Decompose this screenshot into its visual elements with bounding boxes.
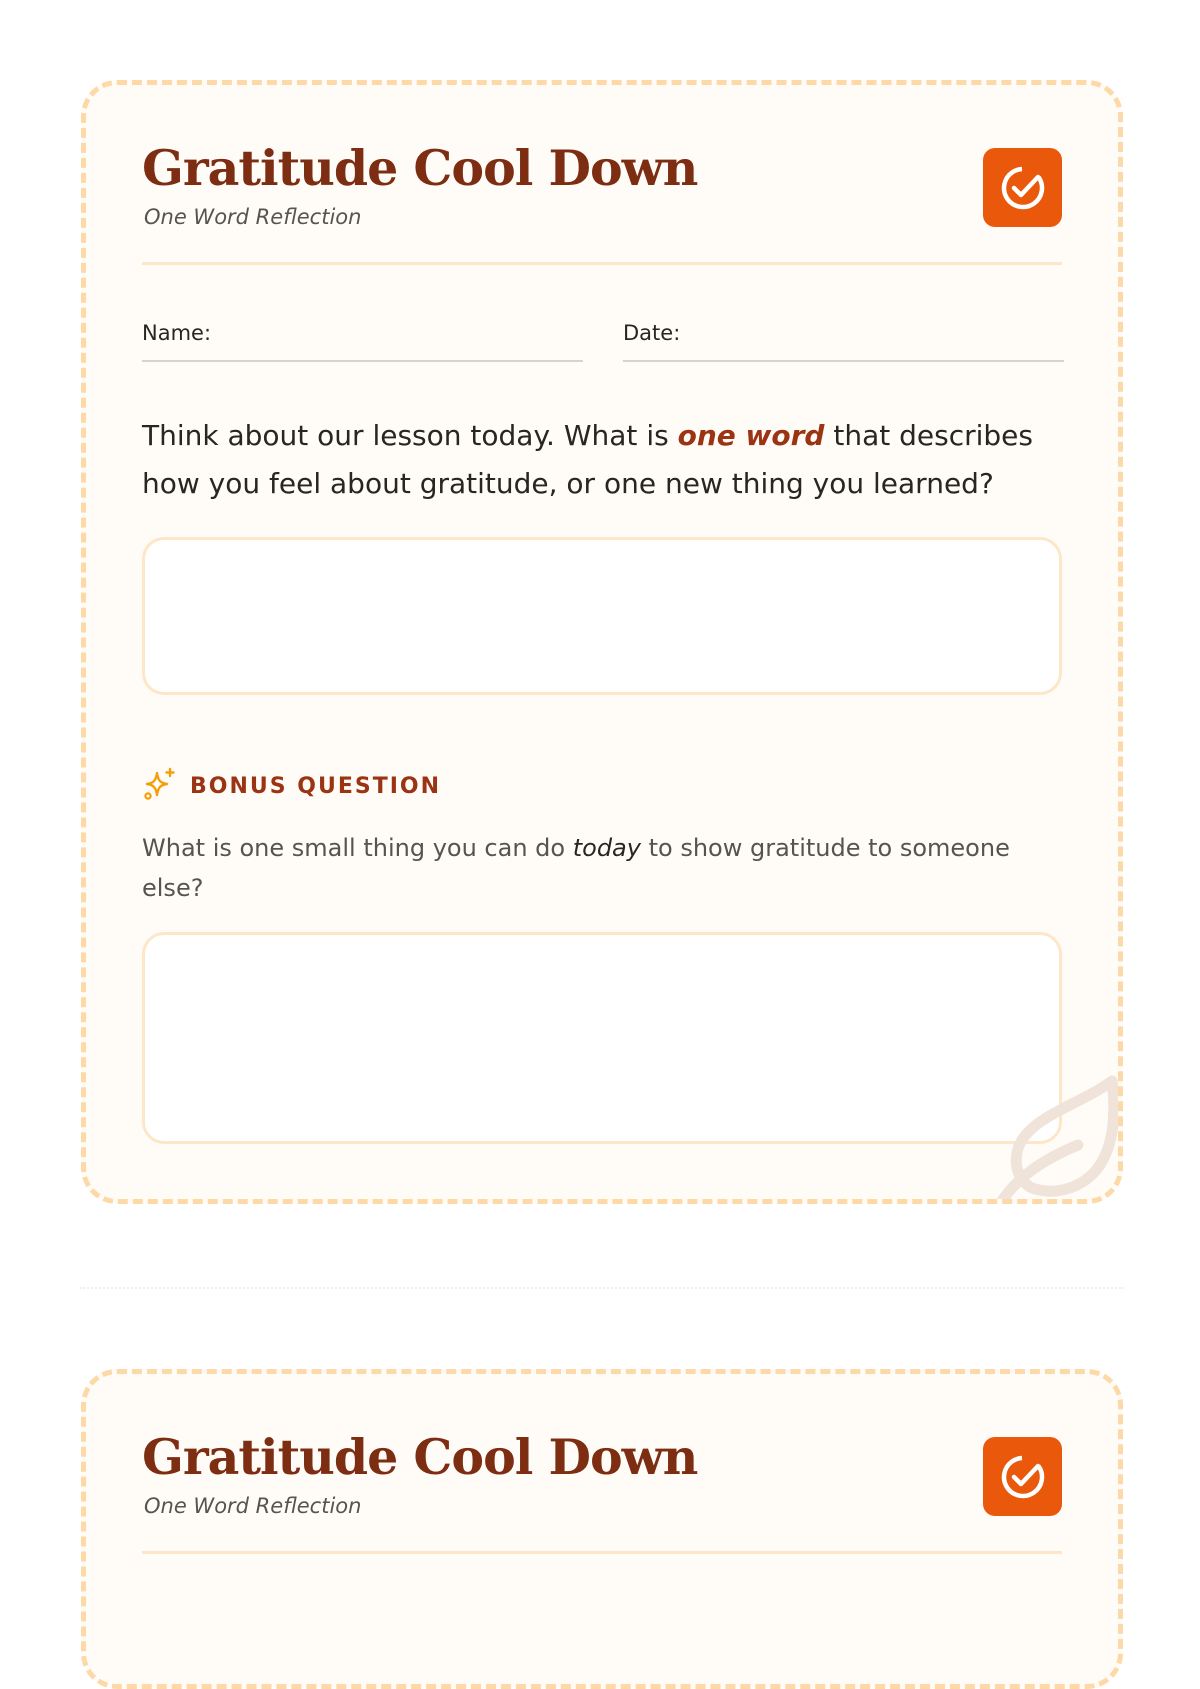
reflection-prompt: Think about our lesson today. What is one word that describes how you feel about gratitude, or one new thing you learned? [142, 419, 1033, 500]
bonus-emphasis: today [572, 834, 641, 862]
date-label: Date: [623, 321, 681, 345]
name-label: Name: [142, 321, 212, 345]
cool-down-card [81, 80, 1123, 1204]
card-divider [80, 1287, 1124, 1289]
header-divider [142, 262, 1062, 265]
bonus-label: BONUS QUESTION [190, 773, 441, 799]
bonus-answer-box[interactable] [142, 932, 1062, 1144]
card-subtitle: One Word Reflection [144, 1494, 362, 1518]
card-subtitle: One Word Reflection [144, 205, 362, 229]
sparkles-icon [142, 767, 176, 805]
name-field[interactable] [142, 321, 583, 362]
header-divider [142, 1551, 1062, 1554]
leaf-icon [990, 1073, 1123, 1204]
reflection-answer-box[interactable] [142, 537, 1062, 695]
prompt-emphasis: one word [677, 419, 825, 452]
card-title: Gratitude Cool Down [142, 1428, 698, 1486]
check-circle-icon [983, 148, 1062, 227]
check-circle-icon [983, 1437, 1062, 1516]
bonus-question: What is one small thing you can do today to show gratitude to someone else? [142, 834, 1010, 902]
bonus-heading [142, 767, 441, 805]
date-field[interactable] [623, 321, 1064, 362]
card-title: Gratitude Cool Down [142, 139, 698, 197]
cool-down-card [81, 1369, 1123, 1689]
